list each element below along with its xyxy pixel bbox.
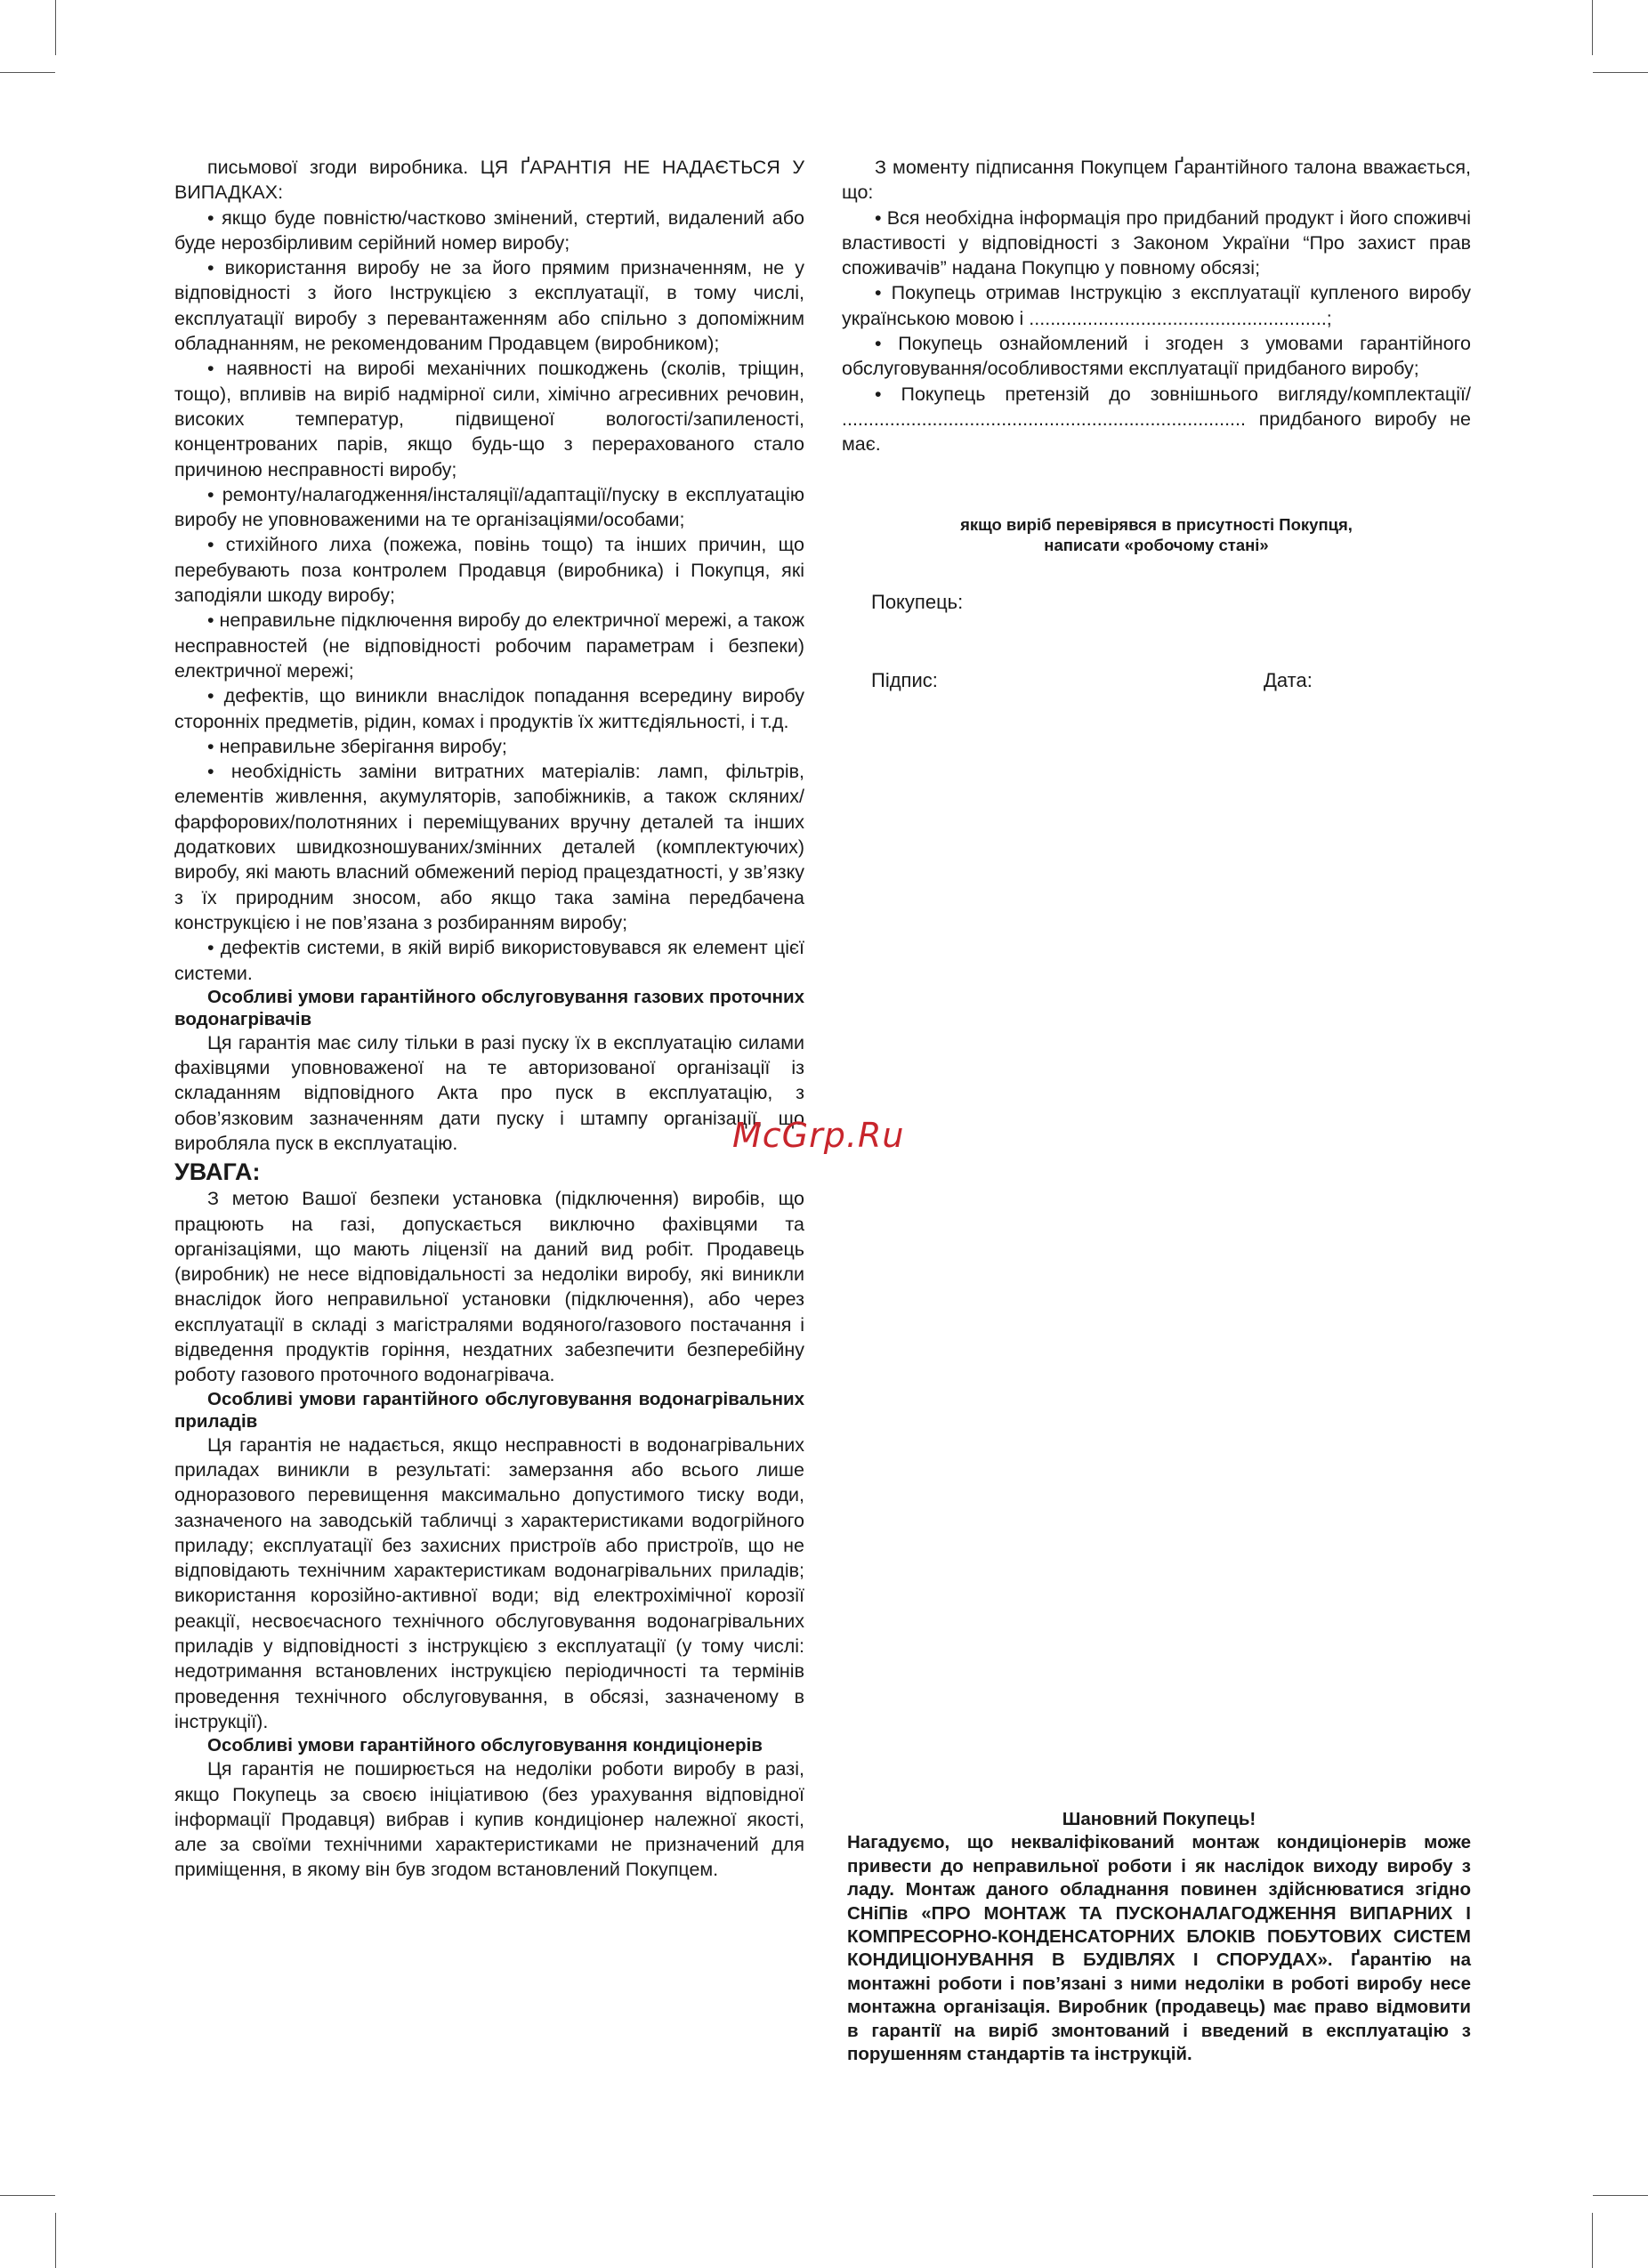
buyer-label: Покупець: [871, 591, 964, 613]
gas-heaters-heading: Особливі умови гарантійного обслуговування газових проточних водонагрівачів [174, 986, 804, 1029]
checked-in-presence-note [842, 514, 1471, 555]
attention-heading: УВАГА: [174, 1158, 261, 1186]
notice-body: Нагадуємо, що некваліфікований монтаж кондиціонерів може привести до неправильної роботи і як наслідок виходу виробу з ладу. Монтаж даного обладнання повинен здійснюватися згідно СНіПів «ПРО МОНТАЖ ТА ПУСКОНАЛАГОДЖЕННЯ ВИПАРНИХ І КОМПРЕСОРНО-КОНДЕНСАТОРНИХ БЛОКІВ ПОБУТОВИХ СИСТЕМ КОНДИЦІОНУВАННЯ В БУДІВЛЯХ І СПОРУДАХ». Ґарантію на монтажні роботи і пов’язані з ними недоліки в роботі виробу несе монтажна організація. Виробник (продавець) має право відмовити в гарантії на виріб змонтований і введений в експлуатацію з порушенням стандартів та інструкцій. [847, 1832, 1471, 2065]
exclusion-item: • дефектів системи, в якій виріб використовувався як елемент цієї системи. [174, 937, 804, 984]
signature-label: Підпис: [871, 669, 938, 691]
checked-note-line-2: написати «робочому стані» [1044, 536, 1269, 554]
left-column [174, 155, 804, 1883]
exclusion-item: • необхідність заміни витратних матеріалів: ламп, фільтрів, елементів живлення, акумуляторів, запобіжників, а також скляних/фарфорових/полотняних і переміщуваних вручну деталей та інших додаткових швидкозношуваних/змінних деталей (комплектуючих) виробу, які мають власний обмежений період працездатності, у зв’язку з їх природним зносом, або якщо така заміна передбачена конструкцією і не пов’язана з розбиранням виробу; [174, 761, 804, 933]
water-heaters-text: Ця гарантія не надається, якщо несправності в водонагрівальних приладах виникли в результаті: замерзання або всього лише одноразового перевищення максимально допустимого тиску води, зазначеного на заводській табличці з характеристиками водогрійного приладу; експлуатації без захисних пристроїв або пристроїв, що не відповідають технічним характеристикам водонагрівальних приладів; використання корозійно-активної води; від електрохімічної корозії реакції, несвоєчасного технічного обслуговування водонагрівальних приладів у відповідності з інструкцією з експлуатації (у тому числі: недотримання встановлених інструкцією періодичності та термінів проведення технічного обслуговування, в обсязі, зазначеному в інструкції). [174, 1433, 804, 1732]
air-conditioners-heading: Особливі умови гарантійного обслуговування кондиціонерів [207, 1735, 763, 1756]
right-column [842, 155, 1471, 457]
exclusion-item: • якщо буде повністю/частково змінений, стертий, видалений або буде нерозбірливим серійний номер виробу; [174, 206, 804, 254]
right-intro: З моменту підписання Покупцем Ґарантійного талона вважається, що: [842, 157, 1471, 204]
gas-heaters-text: Ця гарантія має силу тільки в разі пуску їх в експлуатацію силами фахівцями уповноваженої на те авторизованої організації із складанням відповідного Акта про пуск в експлуатацію, з обов’язковим зазначенням дати пуску і штампу організації, що виробляла пуск в експлуатацію. [174, 1031, 804, 1154]
crop-mark-bottom-right-h [1593, 2195, 1648, 2196]
exclusion-item: • неправильне підключення виробу до електричної мережі, а також несправностей (не відповідності робочим параметрам і безпеки) електричної мережі; [174, 609, 804, 682]
crop-mark-top-left [55, 0, 56, 55]
acknowledgement-item: • Покупець отримав Інструкцію з експлуатації купленого виробу українською мовою і ........................................................; [842, 282, 1471, 329]
acknowledgement-item: • Вся необхідна інформація про придбаний продукт і його споживчі властивості у відповідності з Законом України “Про захист прав споживачів” надана Покупцю у повному обсязі; [842, 206, 1471, 279]
customer-notice [847, 1808, 1471, 2066]
crop-mark-bottom-left [55, 2213, 56, 2268]
exclusion-item: • використання виробу не за його прямим призначенням, не у відповідності з його Інструкцією з експлуатації, в тому числі, експлуатації виробу з перевантаженням або спільно з допоміжним обладнанням, не рекомендованим Продавцем (виробником); [174, 257, 804, 355]
exclusion-item: • ремонту/налагодження/інсталяції/адаптації/пуску в експлуатацію виробу не уповноваженими на те організаціями/особами; [174, 483, 804, 531]
checked-note-line-1: якщо виріб перевірявся в присутності Покупця, [960, 515, 1353, 534]
crop-mark-top-right-h [1593, 72, 1648, 73]
crop-mark-top-left-h [0, 72, 55, 73]
water-heaters-heading: Особливі умови гарантійного обслуговування водонагрівальних приладів [174, 1388, 804, 1432]
watermark: McGrp.Ru [732, 1116, 905, 1155]
exclusion-item: • стихійного лиха (пожежа, повінь тощо) та інших причин, що перебувають поза контролем Продавця (виробника) і Покупця, які заподіяли шкоду виробу; [174, 534, 804, 607]
crop-mark-bottom-right [1592, 2213, 1593, 2268]
crop-mark-top-right [1592, 0, 1593, 55]
notice-title: Шановний Покупець! [1062, 1809, 1256, 1829]
left-intro: письмової згоди виробника. ЦЯ ҐАРАНТІЯ НЕ НАДАЄТЬСЯ У ВИПАДКАХ: [174, 157, 804, 204]
exclusion-item: • наявності на виробі механічних пошкоджень (сколів, тріщин, тощо), впливів на виріб надмірної сили, хімічно агресивних речовин, високих температур, підвищеної вологості/запиленості, концентрованих парів, якщо будь-що з перерахованого стало причиною несправності виробу; [174, 358, 804, 480]
attention-text: З метою Вашої безпеки установка (підключення) виробів, що працюють на газі, допускається виключно фахівцями та організаціями, що мають ліцензії на даний вид робіт. Продавець (виробник) не несе відповідальності за недоліки виробу, які виникли внаслідок його неправильної установки (підключення), або через експлуатації в складі з магістралями водяного/газового постачання і відведення продуктів горіння, нездатних забезпечити безперебійну роботу газового проточного водонагрівача. [174, 1188, 804, 1386]
crop-mark-bottom-left-h [0, 2195, 55, 2196]
air-conditioners-text: Ця гарантія не поширюється на недоліки роботи виробу в разі, якщо Покупець за своєю ініціативою (без урахування відповідної інформації Продавця) вибрав і купив кондиціонер належної якості, але за своїми технічними характеристиками не призначений для приміщення, в якому він був згодом встановлений Покупцем. [174, 1758, 804, 1881]
acknowledgement-item: • Покупець претензій до зовнішнього вигляду/комплектації/ ............................................................................ придбаного виробу не має. [842, 383, 1471, 456]
exclusion-item: • дефектів, що виникли внаслідок попадання всередину виробу сторонніх предметів, рідин, комах і продуктів їх життєдіяльності, і т.д. [174, 685, 804, 732]
exclusion-item: • неправильне зберігання виробу; [207, 735, 507, 757]
date-label: Дата: [1264, 669, 1313, 691]
acknowledgement-item: • Покупець ознайомлений і згоден з умовами гарантійного обслуговування/особливостями експлуатації придбаного виробу; [842, 333, 1471, 380]
